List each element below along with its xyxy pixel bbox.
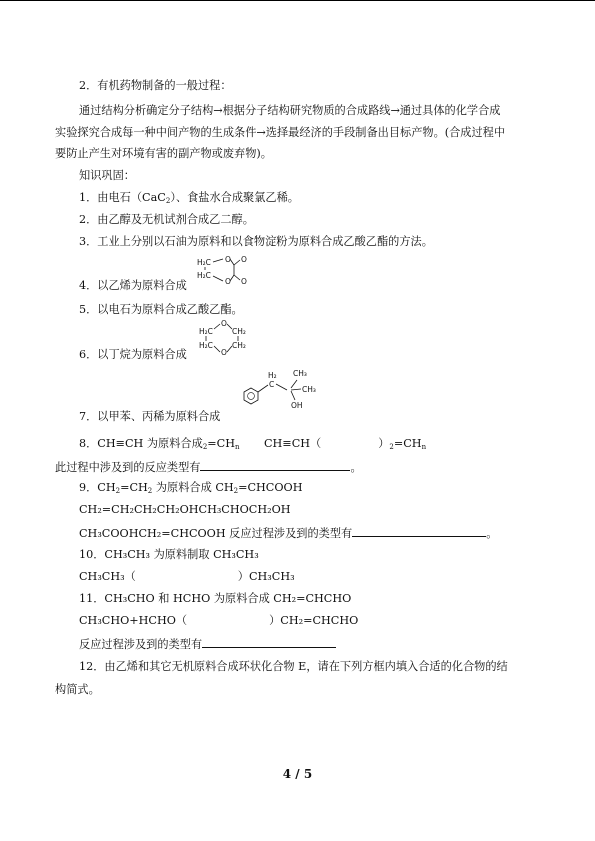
consolidate-heading: 知识巩固：	[79, 169, 135, 182]
question-9: 9．$CH_2=CH_2$ 为原料合成 $CH_2=CHCOOH$	[79, 481, 303, 495]
question-8-reaction: CH≡CH（ ）$_2=CH_n$	[264, 437, 427, 451]
h2c-label-top: H₂C	[197, 258, 211, 267]
question-2: 2．由乙醇及无机试剂合成乙二醇。	[79, 213, 254, 226]
h2c-label-bottom: H₂C	[197, 271, 211, 280]
question-12-line-1: 12．由乙烯和其它无机原料合成环状化合物 E，请在下列方框内填入合适的化合物的结	[79, 660, 508, 673]
ch3-label-top: CH₃	[293, 369, 307, 378]
top-rule	[0, 0, 595, 1]
c-label: C	[269, 380, 275, 389]
question-3: 3．工业上分别以石油为原料和以食物淀粉为原料合成乙酸乙酯的方法。	[79, 235, 433, 248]
question-6: 6．以丁烷为原料合成	[79, 348, 187, 361]
ch2-label-2: CH₂	[232, 341, 246, 350]
dioxane-structure	[194, 317, 254, 359]
question-9-types: CH₃COOHCH₂=CHCOOH 反应过程涉及到的类型有 。	[79, 527, 498, 540]
question-8-types: 此过程中涉及到的反应类型有 。	[55, 461, 362, 474]
question-12-line-2: 构简式。	[55, 683, 100, 696]
o-label-1: O	[221, 319, 227, 328]
question-1: 1．由电石（CaC$_2$）、食盐水合成聚氯乙稀。	[79, 191, 299, 205]
question-11-reaction: CH₃CHO+HCHO（ ）CH₂=CHCHO	[79, 614, 359, 627]
benzene-ring	[244, 388, 258, 404]
ch2-label-1: CH₂	[232, 327, 246, 336]
question-11: 11．CH₃CHO 和 HCHO 为原料合成 CH₂=CHCHO	[79, 592, 352, 605]
question-10: 10．CH₃CH₃ 为原料制取 CH₃CH₃	[79, 548, 259, 561]
question-4: 4．以乙烯为原料合成	[79, 279, 187, 292]
question-9-route: CH₂=CH₂CH₂CH₂OHCH₃CHOCH₂OH	[79, 503, 291, 516]
ch3-label-right: CH₃	[302, 385, 316, 394]
answer-blank-9[interactable]	[352, 525, 486, 537]
section-title: 2．有机药物制备的一般过程：	[79, 79, 232, 92]
cyclic-oxalate-structure	[194, 251, 254, 291]
oh-label: OH	[291, 401, 303, 410]
question-10-reaction: CH₃CH₃（ ）CH₃CH₃	[79, 570, 295, 583]
h2-label: H₂	[268, 371, 277, 380]
page-number: 4 / 5	[282, 767, 313, 781]
phenyl-butanol-structure	[229, 366, 324, 412]
o-label-bottom: O	[225, 277, 231, 286]
paragraph-line-2: 实验探究合成每一种中间产物的生成条件→选择最经济的手段制备出目标产物。(合成过程中	[55, 126, 506, 139]
o-label-carbonyl-2: O	[241, 277, 247, 286]
o-label-2: O	[221, 348, 227, 357]
question-5: 5．以电石为原料合成乙酸乙酯。	[79, 303, 243, 316]
answer-blank-8[interactable]	[200, 459, 350, 471]
question-11-types: 反应过程涉及到的类型有	[79, 636, 336, 652]
paragraph-line-3: 要防止产生对环境有害的副产物或废弃物)。	[55, 147, 272, 160]
answer-blank-11[interactable]	[202, 636, 336, 648]
h2c-label-2: H₂C	[199, 341, 213, 350]
question-7: 7．以甲苯、丙稀为原料合成	[79, 410, 221, 423]
paragraph-line-1: 通过结构分析确定分子结构→根据分子结构研究物质的合成路线→通过具体的化学合成	[79, 104, 501, 117]
o-label-carbonyl-1: O	[241, 255, 247, 264]
o-label-top: O	[225, 255, 231, 264]
h2c-label-1: H₂C	[199, 327, 213, 336]
question-8: 8．CH≡CH 为原料合成$_2=CH_n$	[79, 437, 240, 451]
